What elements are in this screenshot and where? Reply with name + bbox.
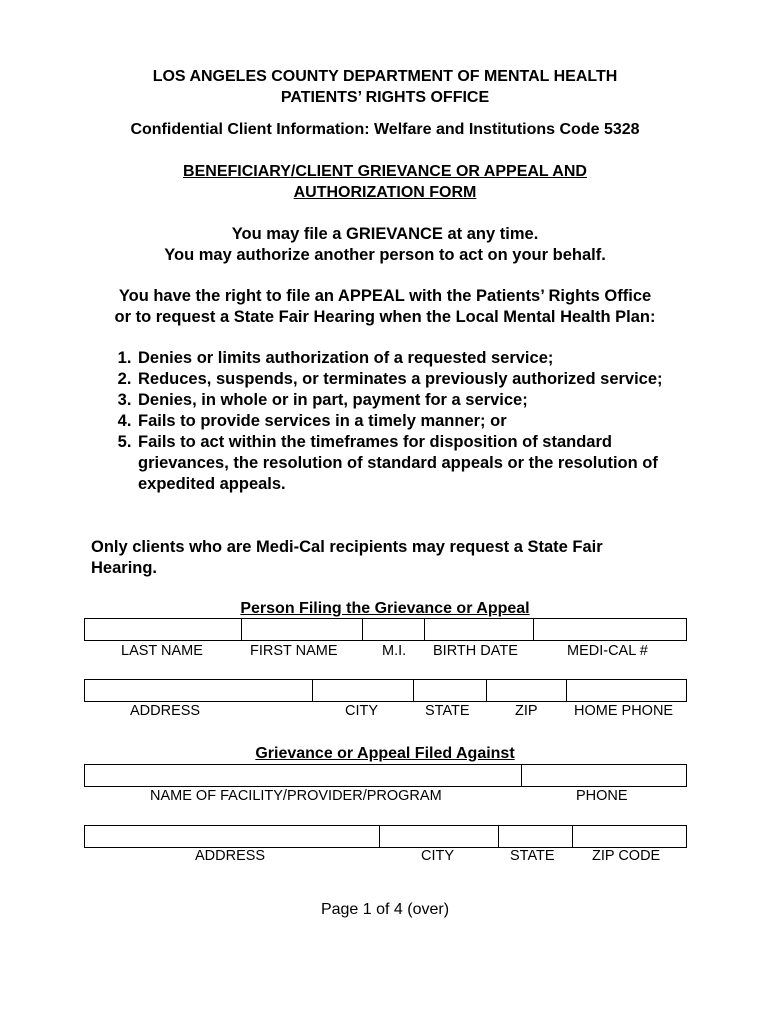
reason-item: 4. Fails to provide services in a timely manner; or (136, 411, 696, 432)
facility-address-field[interactable] (84, 825, 380, 848)
form-title-line2: AUTHORIZATION FORM (293, 184, 477, 201)
address-field[interactable] (84, 679, 313, 702)
facility-name-field[interactable] (84, 764, 522, 787)
address-label: ADDRESS (130, 703, 201, 719)
first-name-field[interactable] (241, 618, 363, 641)
zip-field[interactable] (486, 679, 567, 702)
filed-against-heading: Grievance or Appeal Filed Against (255, 745, 515, 762)
form-title-line1: BENEFICIARY/CLIENT GRIEVANCE OR APPEAL AND (183, 163, 587, 180)
authorize-notice: You may authorize another person to act on your behalf. (164, 246, 606, 264)
city-label: CITY (345, 703, 379, 719)
facility-state-label: STATE (510, 848, 555, 864)
grievance-notice: You may file a GRIEVANCE at any time. (231, 225, 539, 243)
home-phone-field[interactable] (566, 679, 687, 702)
facility-address-label: ADDRESS (195, 848, 266, 864)
reason-item: 5. Fails to act within the timeframes for disposition of standard grievances, the resolution of standard appeals or the resolution of expedited appeals. (136, 432, 696, 495)
page-number: Page 1 of 4 (over) (320, 901, 450, 918)
appeal-reasons-list (91, 348, 696, 495)
last-name-field[interactable] (84, 618, 242, 641)
reason-item: 2. Reduces, suspends, or terminates a previously authorized service; (136, 369, 696, 390)
medi-cal-number-label: MEDI-CAL # (567, 643, 648, 659)
facility-zip-label: ZIP CODE (592, 848, 661, 864)
city-field[interactable] (312, 679, 414, 702)
middle-initial-field[interactable] (362, 618, 425, 641)
confidential-notice: Confidential Client Information: Welfare and Institutions Code 5328 (130, 121, 640, 138)
state-label: STATE (425, 703, 470, 719)
middle-initial-label: M.I. (382, 643, 407, 659)
birth-date-label: BIRTH DATE (433, 643, 518, 659)
facility-city-field[interactable] (379, 825, 499, 848)
office-title: PATIENTS’ RIGHTS OFFICE (280, 89, 490, 106)
facility-phone-label: PHONE (576, 788, 628, 804)
birth-date-field[interactable] (424, 618, 534, 641)
medi-cal-note: Only clients who are Medi-Cal recipients may request a State Fair Hearing. (91, 538, 603, 577)
person-filing-heading: Person Filing the Grievance or Appeal (240, 600, 530, 617)
reason-item: 3. Denies, in whole or in part, payment for a service; (136, 390, 696, 411)
department-title: LOS ANGELES COUNTY DEPARTMENT OF MENTAL HEALTH (152, 68, 618, 85)
facility-name-label: NAME OF FACILITY/PROVIDER/PROGRAM (150, 788, 442, 804)
appeal-right-line2: or to request a State Fair Hearing when the Local Mental Health Plan: (114, 308, 656, 326)
facility-zip-field[interactable] (572, 825, 687, 848)
zip-label: ZIP (515, 703, 538, 719)
facility-state-field[interactable] (498, 825, 573, 848)
facility-city-label: CITY (421, 848, 455, 864)
medi-cal-number-field[interactable] (533, 618, 687, 641)
first-name-label: FIRST NAME (250, 643, 338, 659)
facility-phone-field[interactable] (521, 764, 687, 787)
state-field[interactable] (413, 679, 487, 702)
reason-item: 1. Denies or limits authorization of a requested service; (136, 348, 696, 369)
home-phone-label: HOME PHONE (574, 703, 674, 719)
appeal-right-line1: You have the right to file an APPEAL with the Patients’ Rights Office (118, 287, 652, 305)
last-name-label: LAST NAME (121, 643, 203, 659)
